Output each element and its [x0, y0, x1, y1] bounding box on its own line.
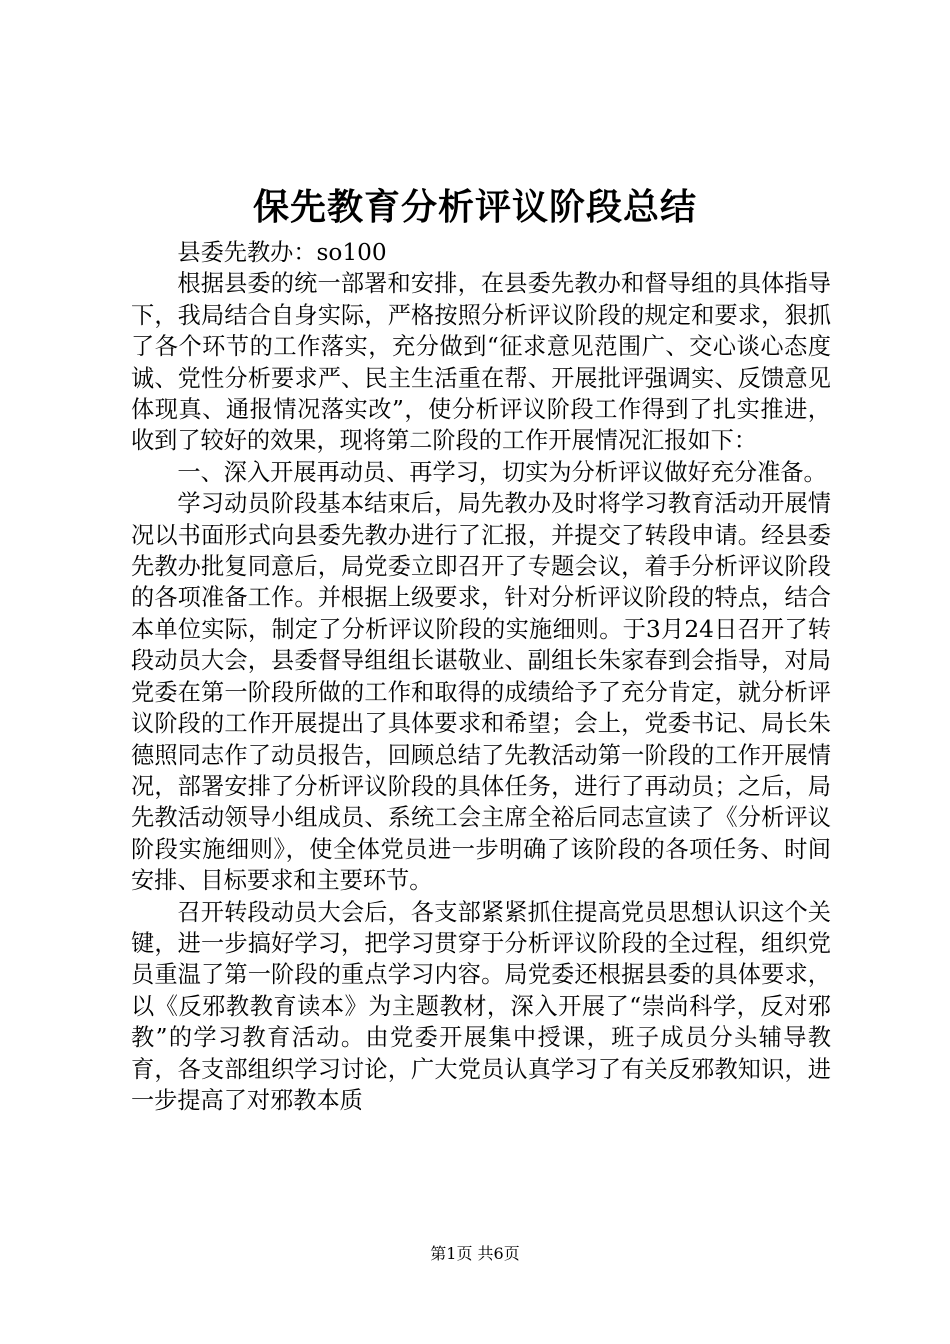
document-body [131, 237, 831, 1116]
paragraph-addressee: 县委先教办：so100 [177, 239, 387, 266]
paragraph-body: 学习动员阶段基本结束后，局先教办及时将学习教育活动开展情况以书面形式向县委先教办进行了汇报，并提交了转段申请。经县委先教办批复同意后，局党委立即召开了专题会议，着手分析评议阶段的各项准备工作。并根据上级要求，针对分析评议阶段的特点，结合本单位实际，制定了分析评议阶段的实施细则。于3月24日召开了转段动员大会，县委督导组组长谌敬业、副组长朱家春到会指导，对局党委在第一阶段所做的工作和取得的成绩给予了充分肯定，就分析评议阶段的工作开展提出了具体要求和希望；会上，党委书记、局长朱德照同志作了动员报告，回顾总结了先教活动第一阶段的工作开展情况，部署安排了分析评议阶段的具体任务，进行了再动员；之后，局先教活动领导小组成员、系统工会主席全裕后同志宣读了《分析评议阶段实施细则》，使全体党员进一步明确了该阶段的各项任务、时间安排、目标要求和主要环节。 [131, 490, 831, 895]
document-title: 保先教育分析评议阶段总结 [252, 187, 697, 228]
paragraph-section-heading: 一、深入开展再动员、再学习，切实为分析评议做好充分准备。 [177, 458, 827, 486]
page-number-footer: 第1页 共6页 [430, 1244, 520, 1263]
paragraph-intro: 根据县委的统一部署和安排，在县委先教办和督导组的具体指导下，我局结合自身实际，严格按照分析评议阶段的规定和要求，狠抓了各个环节的工作落实，充分做到“征求意见范围广、交心谈心态度诚、党性分析要求严、民主生活重在帮、开展批评强调实、反馈意见体现真、通报情况落实改”，使分析评议阶段工作得到了扎实推进，收到了较好的效果，现将第二阶段的工作开展情况汇报如下： [131, 270, 831, 455]
paragraph-body: 召开转段动员大会后，各支部紧紧抓住提高党员思想认识这个关键，进一步搞好学习，把学习贯穿于分析评议阶段的全过程，组织党员重温了第一阶段的重点学习内容。局党委还根据县委的具体要求，以《反邪教教育读本》为主题教材，深入开展了“崇尚科学，反对邪教”的学习教育活动。由党委开展集中授课，班子成员分头辅导教育，各支部组织学习讨论，广大党员认真学习了有关反邪教知识，进一步提高了对邪教本质 [131, 898, 831, 1114]
